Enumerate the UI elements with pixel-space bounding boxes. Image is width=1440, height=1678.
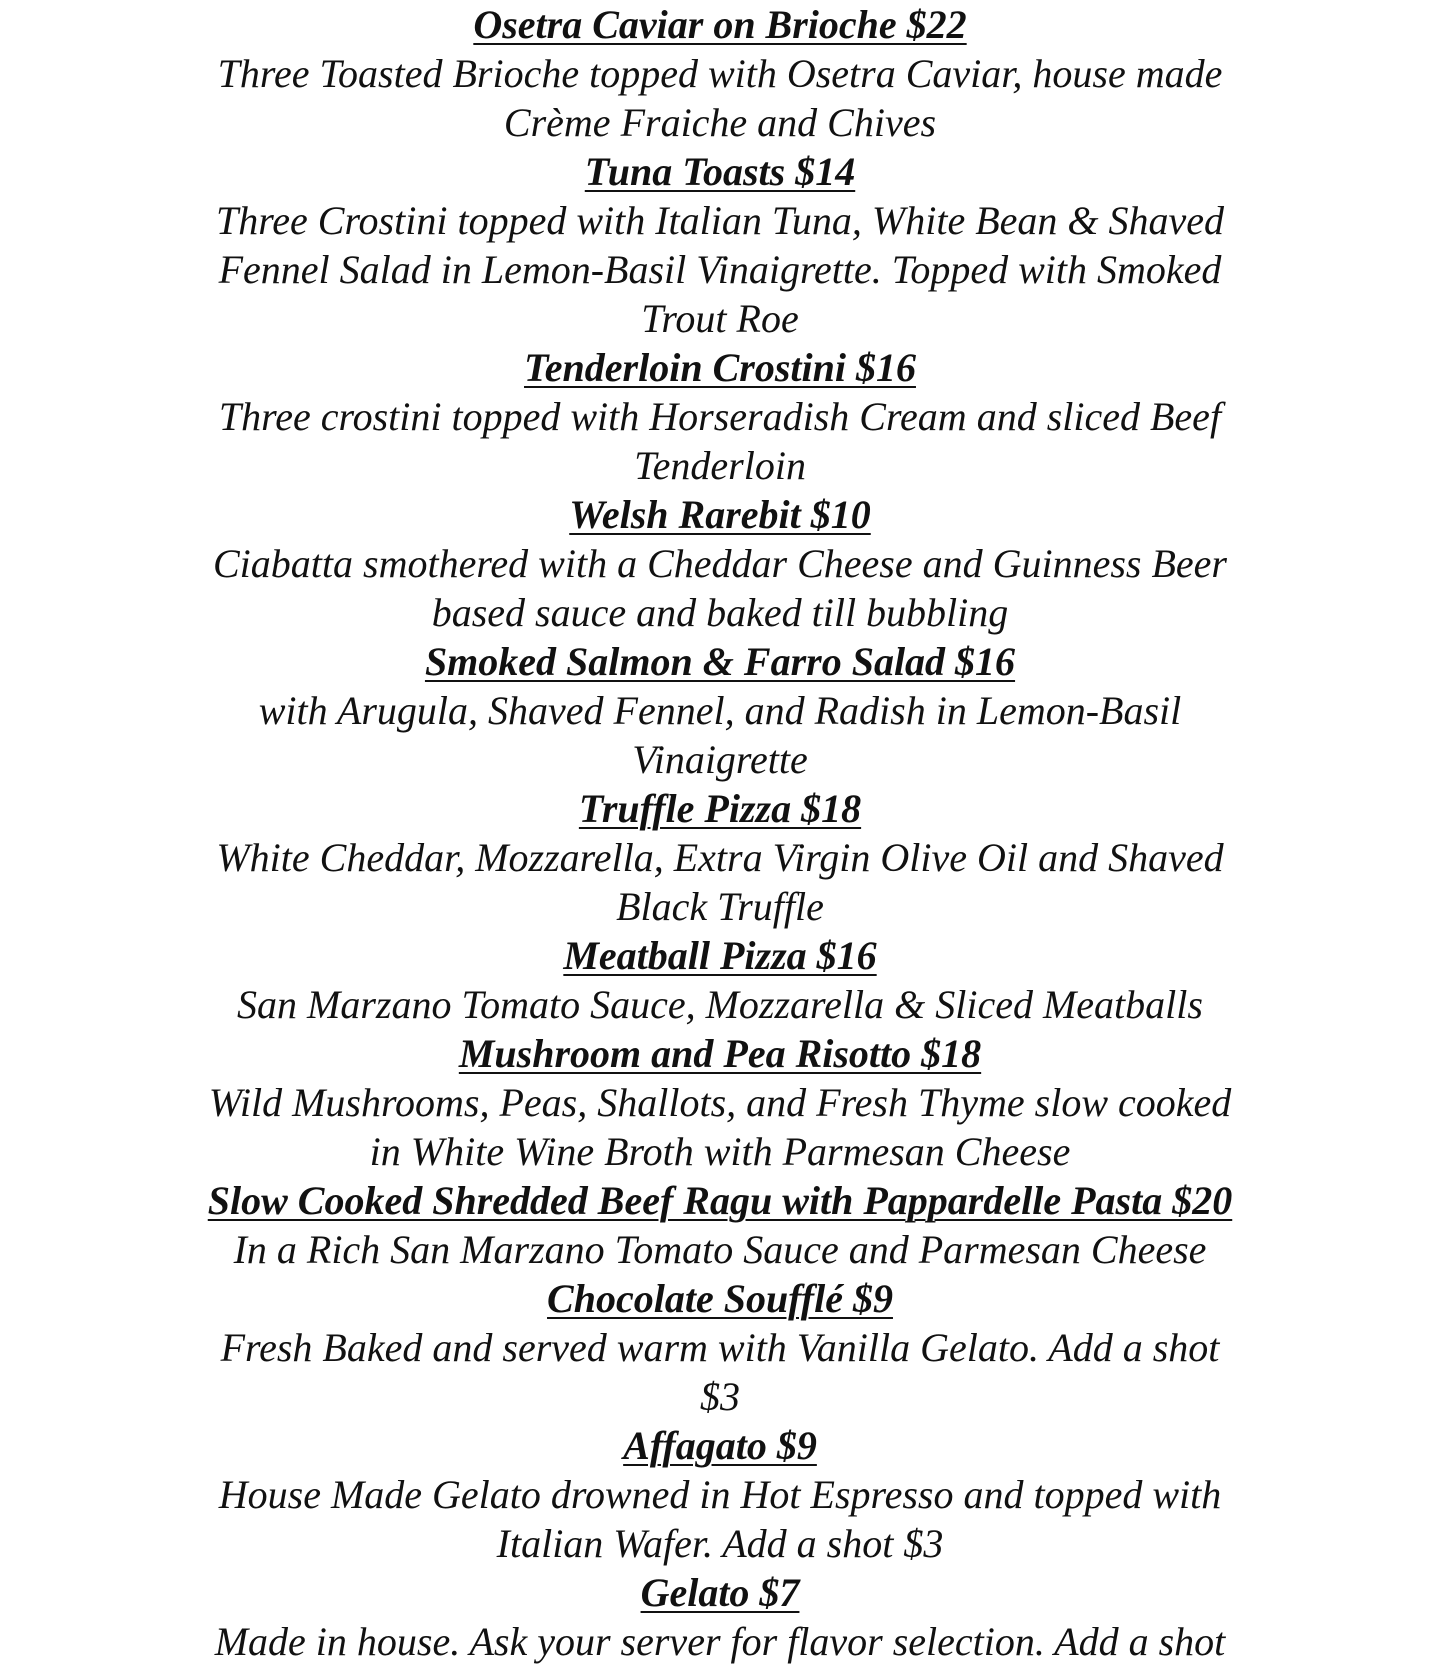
item-title: Welsh Rarebit $10 [569, 492, 871, 537]
description-line: in White Wine Broth with Parmesan Cheese [369, 1129, 1071, 1174]
description-line: House Made Gelato drowned in Hot Espresso and topped with [218, 1472, 1222, 1517]
menu-item-mushroom-risotto [0, 1029, 1440, 1176]
item-description [0, 49, 1440, 147]
menu-item-chocolate-souffle [0, 1274, 1440, 1421]
description-line: $3 [700, 1374, 740, 1419]
description-line: Crème Fraiche and Chives [503, 100, 937, 145]
item-description [0, 1470, 1440, 1568]
description-line: White Cheddar, Mozzarella, Extra Virgin Olive Oil and Shaved [216, 835, 1224, 880]
item-title: Slow Cooked Shredded Beef Ragu with Pappardelle Pasta $20 [207, 1178, 1233, 1223]
menu-item-tenderloin-crostini [0, 343, 1440, 490]
description-line: Trout Roe [641, 296, 799, 341]
menu-item-truffle-pizza [0, 784, 1440, 931]
description-line: Italian Wafer. Add a shot $3 [496, 1521, 944, 1566]
description-line: Fresh Baked and served warm with Vanilla Gelato. Add a shot [220, 1325, 1220, 1370]
item-description [0, 1323, 1440, 1421]
item-title: Affagato $9 [623, 1423, 817, 1468]
item-title: Smoked Salmon & Farro Salad $16 [424, 639, 1016, 684]
menu-item-affagato [0, 1421, 1440, 1568]
description-line: based sauce and baked till bubbling [431, 590, 1009, 635]
description-line: Fennel Salad in Lemon-Basil Vinaigrette. Topped with Smoked [218, 247, 1222, 292]
item-title: Meatball Pizza $16 [563, 933, 877, 978]
menu-item-beef-ragu [0, 1176, 1440, 1274]
menu-item-gelato [0, 1568, 1440, 1666]
item-description [0, 980, 1440, 1029]
item-description [0, 833, 1440, 931]
item-description [0, 686, 1440, 784]
description-line: Ciabatta smothered with a Cheddar Cheese and Guinness Beer [213, 541, 1227, 586]
description-line: Three crostini topped with Horseradish Cream and sliced Beef [218, 394, 1222, 439]
item-description [0, 196, 1440, 343]
item-title: Tuna Toasts $14 [584, 149, 856, 194]
item-title: Chocolate Soufflé $9 [547, 1276, 893, 1321]
description-line: with Arugula, Shaved Fennel, and Radish in Lemon-Basil [258, 688, 1182, 733]
description-line: Three Toasted Brioche topped with Osetra Caviar, house made [217, 51, 1223, 96]
description-line: San Marzano Tomato Sauce, Mozzarella & Sliced Meatballs [237, 982, 1203, 1027]
description-line: Three Crostini topped with Italian Tuna, White Bean & Shaved [215, 198, 1225, 243]
menu-item-smoked-salmon-salad [0, 637, 1440, 784]
menu-item-welsh-rarebit [0, 490, 1440, 637]
description-line: Wild Mushrooms, Peas, Shallots, and Fresh Thyme slow cooked [208, 1080, 1232, 1125]
menu-item-tuna-toasts [0, 147, 1440, 343]
item-title: Mushroom and Pea Risotto $18 [458, 1031, 982, 1076]
menu-item-meatball-pizza [0, 931, 1440, 1029]
item-description [0, 1617, 1440, 1666]
description-line: Black Truffle [616, 884, 824, 929]
item-title: Gelato $7 [640, 1570, 800, 1615]
item-title: Osetra Caviar on Brioche $22 [473, 2, 967, 47]
description-line: Tenderloin [634, 443, 806, 488]
item-description [0, 392, 1440, 490]
item-description [0, 1225, 1440, 1274]
menu-item-osetra-caviar [0, 0, 1440, 147]
item-description [0, 1078, 1440, 1176]
description-line: Vinaigrette [632, 737, 808, 782]
item-title: Tenderloin Crostini $16 [524, 345, 916, 390]
item-description [0, 539, 1440, 637]
item-title: Truffle Pizza $18 [578, 786, 862, 831]
description-line: In a Rich San Marzano Tomato Sauce and Parmesan Cheese [233, 1227, 1207, 1272]
description-line: Made in house. Ask your server for flavor selection. Add a shot [214, 1619, 1226, 1664]
